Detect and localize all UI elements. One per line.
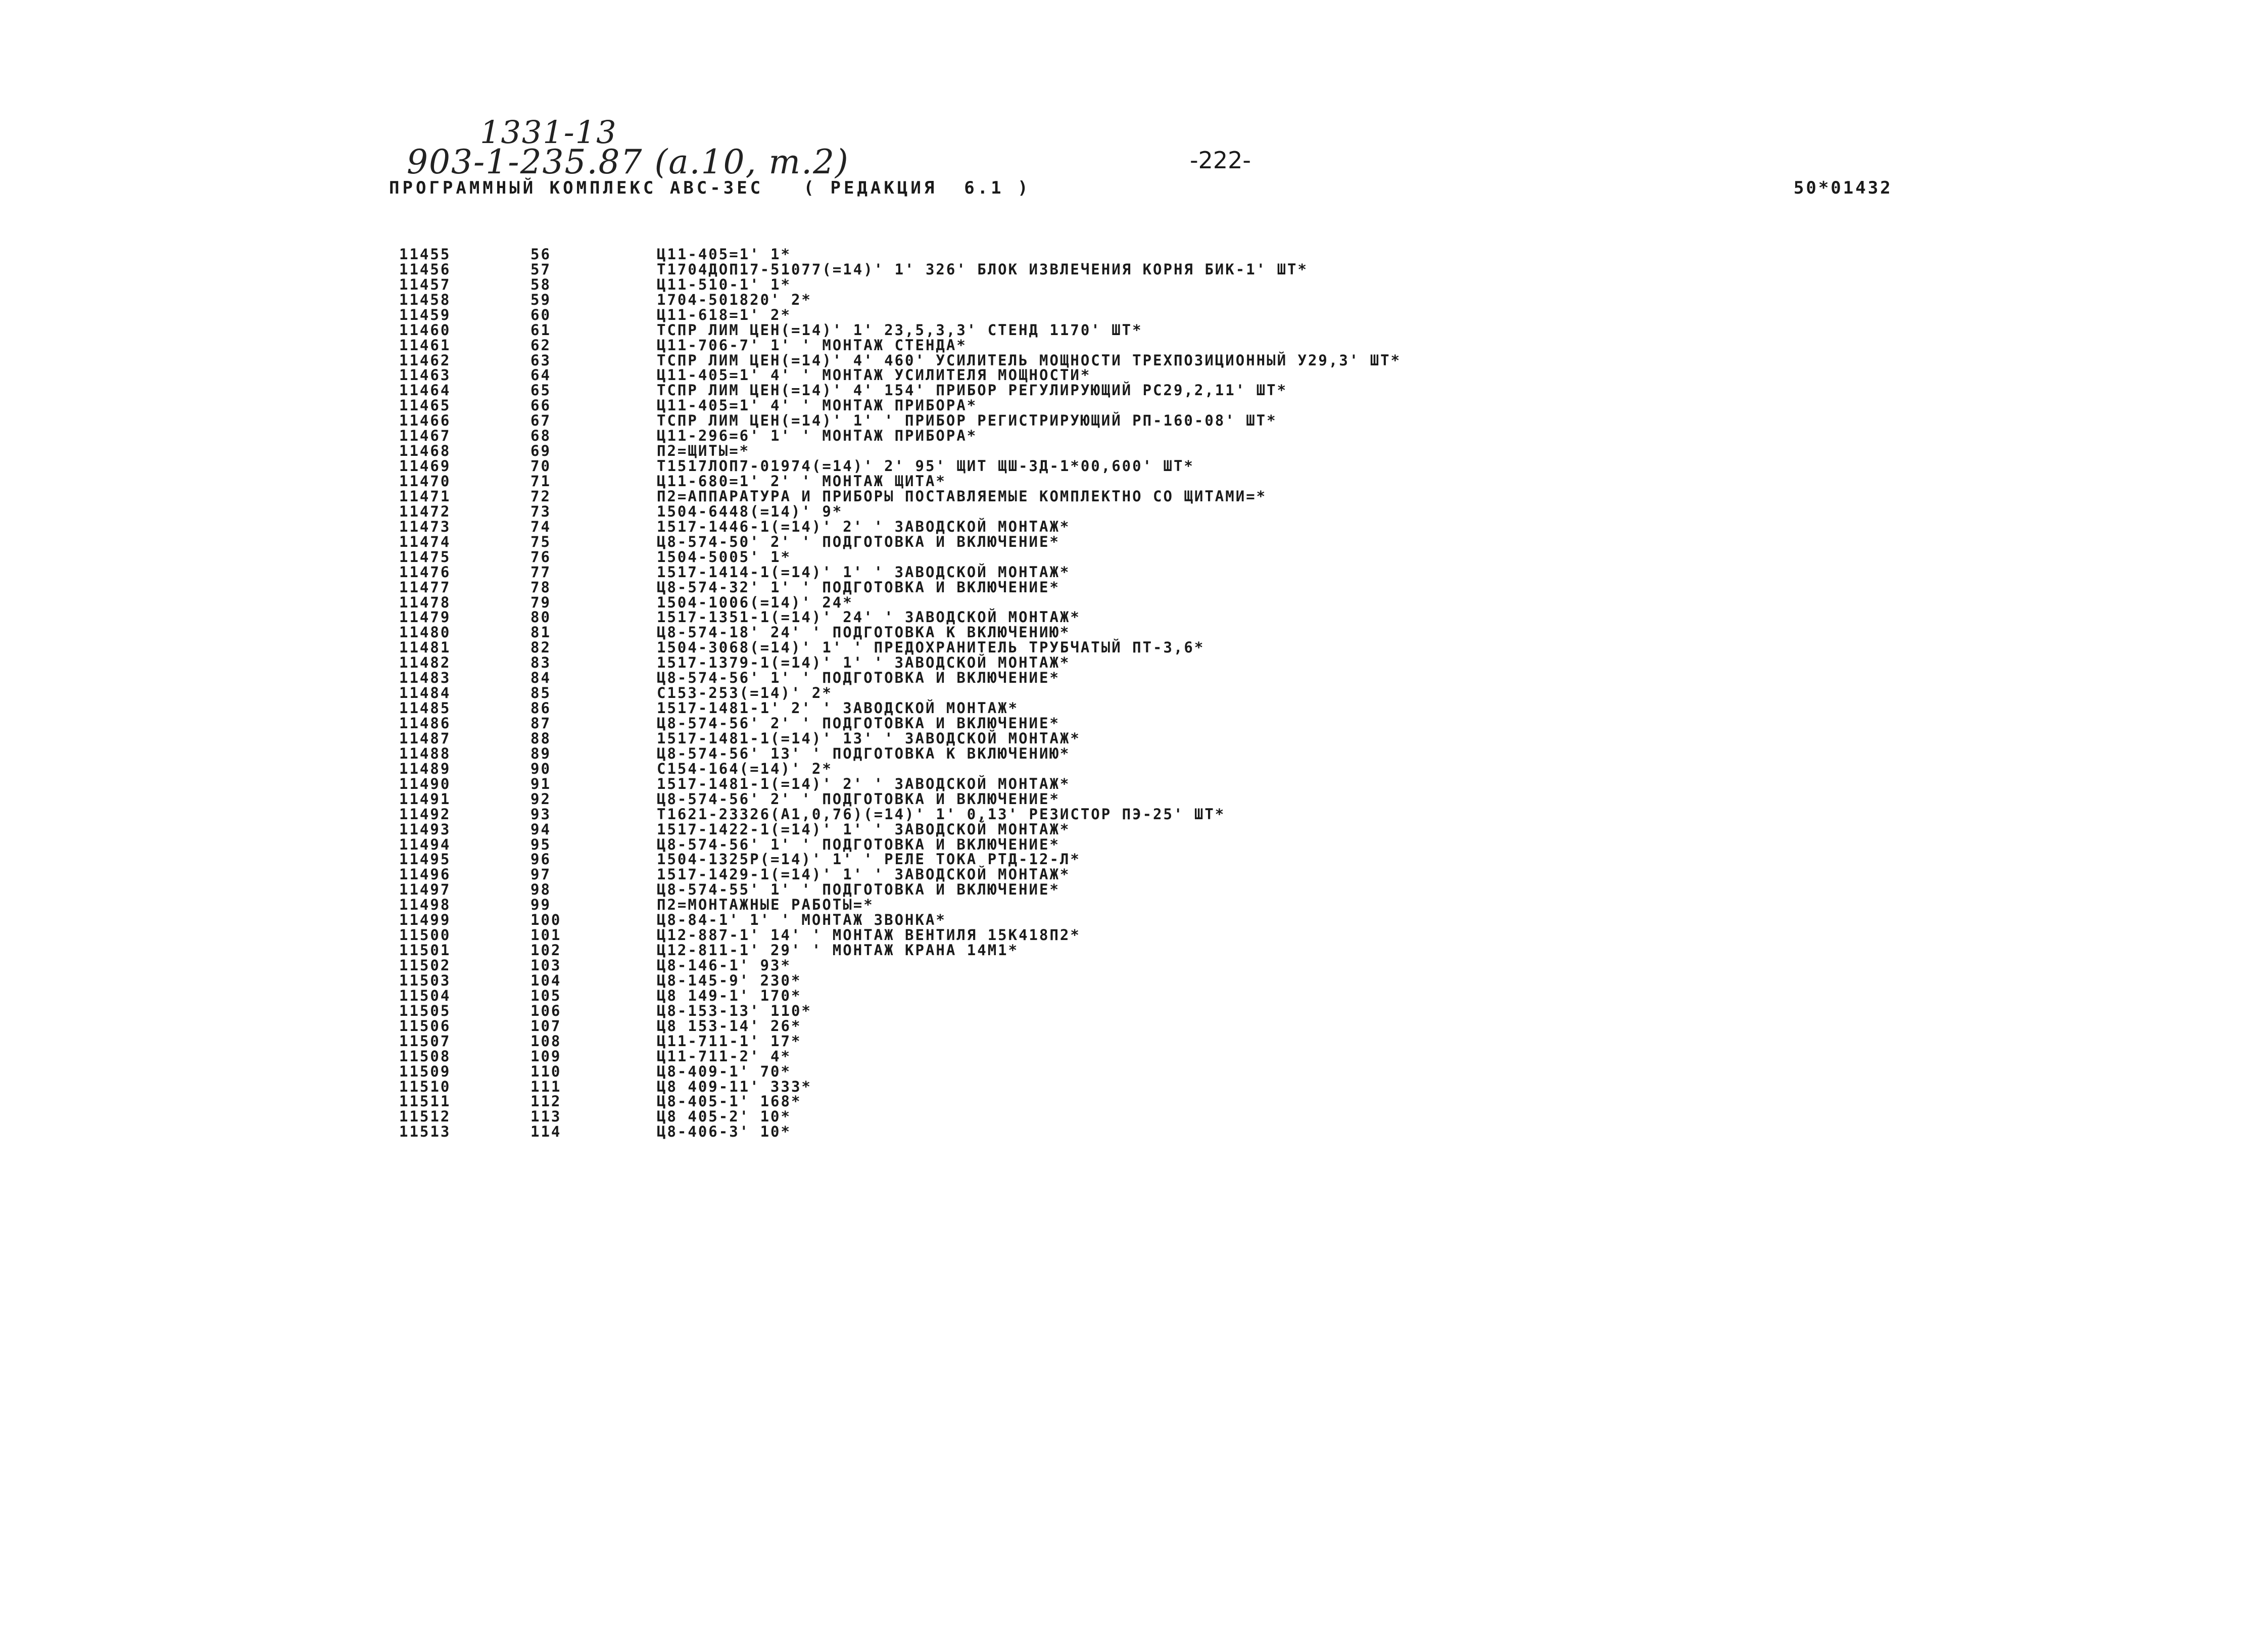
listing-row [399, 625, 1401, 640]
listing-row [399, 837, 1401, 852]
line-number: 57 [530, 260, 551, 278]
record-number: 11496 [399, 866, 451, 883]
row-text: 1517-1429-1(=14)' 1' ' ЗАВОДСКОЙ МОНТАЖ* [657, 866, 1071, 883]
record-number: 11493 [399, 820, 451, 838]
record-number: 11510 [399, 1077, 451, 1095]
row-text: Ц8-574-56' 1' ' ПОДГОТОВКА И ВКЛЮЧЕНИЕ* [657, 669, 1060, 687]
record-number: 11492 [399, 805, 451, 823]
listing-row [399, 580, 1401, 595]
row-text: П2=МОНТАЖНЫЕ РАБОТЫ=* [657, 896, 874, 914]
listing-row [399, 791, 1401, 807]
record-number: 11513 [399, 1123, 451, 1141]
listing-row [399, 322, 1401, 338]
line-number: 67 [530, 412, 551, 430]
listing-row [399, 458, 1401, 474]
row-text: Ц11-405=1' 1* [657, 245, 791, 263]
listing-row [399, 912, 1401, 927]
row-text: ТСПР ЛИМ ЦЕН(=14)' 1' 23,5,3,3' СТЕНД 1170' ШТ* [657, 321, 1143, 339]
record-number: 11475 [399, 548, 451, 566]
line-number: 64 [530, 366, 551, 384]
listing-row [399, 519, 1401, 534]
row-text: ТСПР ЛИМ ЦЕН(=14)' 1' ' ПРИБОР РЕГИСТРИРУЮЩИЙ РП-160-08' ШТ* [657, 412, 1277, 430]
record-number: 11471 [399, 487, 451, 505]
row-text: Ц8 149-1' 170* [657, 987, 802, 1004]
listing-row [399, 943, 1401, 958]
row-text: 1517-1481-1(=14)' 13' ' ЗАВОДСКОЙ МОНТАЖ* [657, 729, 1081, 747]
row-text: 1517-1379-1(=14)' 1' ' ЗАВОДСКОЙ МОНТАЖ* [657, 654, 1071, 672]
row-text: С153-253(=14)' 2* [657, 684, 833, 702]
listing-row [399, 716, 1401, 731]
listing-row [399, 610, 1401, 625]
row-text: Ц11-706-7' 1' ' МОНТАЖ СТЕНДА* [657, 336, 967, 354]
record-number: 11501 [399, 942, 451, 959]
line-number: 71 [530, 473, 551, 490]
row-text: Ц12-887-1' 14' ' МОНТАЖ ВЕНТИЛЯ 15К418П2* [657, 926, 1081, 944]
record-number: 11485 [399, 699, 451, 717]
listing-row [399, 338, 1401, 353]
line-number: 114 [530, 1123, 562, 1141]
listing-row [399, 1079, 1401, 1094]
listing-row [399, 368, 1401, 383]
record-number: 11500 [399, 926, 451, 944]
row-text: Ц8-574-18' 24' ' ПОДГОТОВКА К ВКЛЮЧЕНИЮ* [657, 624, 1071, 641]
row-text: Т1517ЛОП7-01974(=14)' 2' 95' ЩИТ ЩШ-3Д-1*00,600' ШТ* [657, 457, 1194, 475]
listing-row [399, 277, 1401, 292]
record-number: 11481 [399, 639, 451, 656]
record-number: 11477 [399, 578, 451, 596]
line-number: 83 [530, 654, 551, 672]
record-number: 11464 [399, 382, 451, 399]
line-number: 108 [530, 1032, 562, 1050]
record-number: 11465 [399, 397, 451, 414]
handwritten-note-line1: 1331-13 [480, 114, 617, 151]
record-number: 11458 [399, 291, 451, 308]
line-number: 106 [530, 1002, 562, 1019]
record-number: 11476 [399, 563, 451, 581]
record-number: 11469 [399, 457, 451, 475]
line-number: 97 [530, 866, 551, 883]
record-number: 11467 [399, 427, 451, 445]
record-number: 11470 [399, 473, 451, 490]
listing-row [399, 1049, 1401, 1064]
listing-row [399, 1034, 1401, 1049]
listing-row [399, 807, 1401, 822]
record-number: 11504 [399, 987, 451, 1004]
row-text: 1504-1325Р(=14)' 1' ' РЕЛЕ ТОКА РТД-12-Л* [657, 851, 1081, 868]
listing-row [399, 867, 1401, 882]
line-number: 63 [530, 351, 551, 369]
line-number: 85 [530, 684, 551, 702]
row-text: Ц8 409-11' 333* [657, 1077, 812, 1095]
record-number: 11488 [399, 744, 451, 762]
line-number: 103 [530, 957, 562, 974]
record-number: 11489 [399, 760, 451, 777]
line-number: 96 [530, 851, 551, 868]
line-number: 68 [530, 427, 551, 445]
line-number: 62 [530, 336, 551, 354]
listing-row [399, 353, 1401, 368]
listing-row [399, 1094, 1401, 1109]
line-number: 66 [530, 397, 551, 414]
line-number: 91 [530, 775, 551, 792]
record-number: 11480 [399, 624, 451, 641]
listing-row [399, 413, 1401, 428]
row-text: 1504-5005' 1* [657, 548, 791, 566]
line-number: 76 [530, 548, 551, 566]
listing-row [399, 428, 1401, 443]
line-number: 72 [530, 487, 551, 505]
line-number: 112 [530, 1093, 562, 1110]
line-number: 88 [530, 729, 551, 747]
record-number: 11495 [399, 851, 451, 868]
row-text: 1504-1006(=14)' 24* [657, 593, 853, 611]
record-number: 11455 [399, 245, 451, 263]
row-text: 1517-1351-1(=14)' 24' ' ЗАВОДСКОЙ МОНТАЖ* [657, 608, 1081, 626]
listing-row [399, 307, 1401, 322]
listing-row [399, 398, 1401, 413]
record-number: 11472 [399, 502, 451, 520]
row-text: Ц8-405-1' 168* [657, 1093, 802, 1110]
row-text: 1517-1446-1(=14)' 2' ' ЗАВОДСКОЙ МОНТАЖ* [657, 518, 1071, 535]
listing-row [399, 988, 1401, 1003]
listing-row [399, 640, 1401, 655]
line-number: 89 [530, 744, 551, 762]
line-number: 58 [530, 275, 551, 293]
line-number: 109 [530, 1047, 562, 1065]
record-number: 11487 [399, 729, 451, 747]
row-text: Ц8-145-9' 230* [657, 971, 802, 989]
record-number: 11482 [399, 654, 451, 672]
record-number: 11484 [399, 684, 451, 702]
row-text: 1517-1422-1(=14)' 1' ' ЗАВОДСКОЙ МОНТАЖ* [657, 820, 1071, 838]
record-number: 11505 [399, 1002, 451, 1019]
row-text: Ц11-711-2' 4* [657, 1047, 791, 1065]
line-number: 82 [530, 639, 551, 656]
row-text: Ц8-574-56' 1' ' ПОДГОТОВКА И ВКЛЮЧЕНИЕ* [657, 835, 1060, 853]
listing-row [399, 973, 1401, 988]
line-number: 95 [530, 835, 551, 853]
record-number: 11511 [399, 1093, 451, 1110]
line-number: 73 [530, 502, 551, 520]
record-number: 11468 [399, 442, 451, 460]
listing-row [399, 1124, 1401, 1139]
row-text: Ц8 153-14' 26* [657, 1017, 802, 1035]
row-text: Ц8-409-1' 70* [657, 1062, 791, 1080]
listing-row [399, 595, 1401, 610]
row-text: Ц8-574-56' 2' ' ПОДГОТОВКА И ВКЛЮЧЕНИЕ* [657, 715, 1060, 732]
listing-row [399, 443, 1401, 458]
row-text: Т1621-23326(А1,0,76)(=14)' 1' 0,13' РЕЗИСТОР ПЭ-25' ШТ* [657, 805, 1226, 823]
line-number: 79 [530, 593, 551, 611]
line-number: 81 [530, 624, 551, 641]
record-number: 11459 [399, 306, 451, 323]
record-number: 11509 [399, 1062, 451, 1080]
line-number: 70 [530, 457, 551, 475]
row-text: Ц8-84-1' 1' ' МОНТАЖ ЗВОНКА* [657, 911, 946, 929]
record-number: 11486 [399, 715, 451, 732]
handwritten-note-line2: 903-1-235.87 (a.10, т.2) [407, 143, 849, 181]
record-number: 11474 [399, 533, 451, 550]
record-number: 11497 [399, 881, 451, 899]
record-number: 11456 [399, 260, 451, 278]
record-number: 11491 [399, 790, 451, 808]
row-text: Ц8-146-1' 93* [657, 957, 791, 974]
listing-row [399, 776, 1401, 791]
listing-row [399, 958, 1401, 973]
record-number: 11478 [399, 593, 451, 611]
record-number: 11503 [399, 971, 451, 989]
row-text: Ц8-574-56' 2' ' ПОДГОТОВКА И ВКЛЮЧЕНИЕ* [657, 790, 1060, 808]
line-number: 105 [530, 987, 562, 1004]
record-number: 11479 [399, 608, 451, 626]
line-number: 86 [530, 699, 551, 717]
listing-row [399, 1109, 1401, 1124]
line-number: 80 [530, 608, 551, 626]
record-number: 11457 [399, 275, 451, 293]
row-text: Ц11-510-1' 1* [657, 275, 791, 293]
row-text: Ц8-574-56' 13' ' ПОДГОТОВКА К ВКЛЮЧЕНИЮ* [657, 744, 1071, 762]
row-text: Ц8-406-3' 10* [657, 1123, 791, 1141]
listing-row [399, 670, 1401, 685]
line-number: 102 [530, 942, 562, 959]
record-number: 11499 [399, 911, 451, 929]
printout-listing [399, 247, 1401, 1139]
listing-row [399, 489, 1401, 504]
listing-row [399, 1018, 1401, 1034]
record-number: 11466 [399, 412, 451, 430]
line-number: 110 [530, 1062, 562, 1080]
program-header: ПРОГРАММНЫЙ КОМПЛЕКС АВС-3ЕС ( РЕДАКЦИЯ 6.1 ) [389, 178, 1031, 198]
row-text: Ц11-296=6' 1' ' МОНТАЖ ПРИБОРА* [657, 427, 978, 445]
row-text: Ц11-680=1' 2' ' МОНТАЖ ЩИТА* [657, 473, 946, 490]
listing-row [399, 897, 1401, 912]
row-text: 1704-501820' 2* [657, 291, 812, 308]
line-number: 77 [530, 563, 551, 581]
listing-row [399, 731, 1401, 746]
record-number: 11463 [399, 366, 451, 384]
row-text: 1504-6448(=14)' 9* [657, 502, 843, 520]
row-text: Ц8-574-55' 1' ' ПОДГОТОВКА И ВКЛЮЧЕНИЕ* [657, 881, 1060, 899]
row-text: П2=АППАРАТУРА И ПРИБОРЫ ПОСТАВЛЯЕМЫЕ КОМПЛЕКТНО СО ЩИТАМИ=* [657, 487, 1267, 505]
line-number: 87 [530, 715, 551, 732]
line-number: 93 [530, 805, 551, 823]
listing-row [399, 292, 1401, 307]
listing-row [399, 746, 1401, 761]
row-text: Ц8-153-13' 110* [657, 1002, 812, 1019]
row-text: Ц11-711-1' 17* [657, 1032, 802, 1050]
row-text: Ц11-618=1' 2* [657, 306, 791, 323]
row-text: Т1704ДОП17-51077(=14)' 1' 326' БЛОК ИЗВЛЕЧЕНИЯ КОРНЯ БИК-1' ШТ* [657, 260, 1308, 278]
record-number: 11461 [399, 336, 451, 354]
row-text: Ц11-405=1' 4' ' МОНТАЖ ПРИБОРА* [657, 397, 978, 414]
line-number: 94 [530, 820, 551, 838]
listing-row [399, 927, 1401, 943]
line-number: 113 [530, 1108, 562, 1125]
record-number: 11512 [399, 1108, 451, 1125]
listing-row [399, 1064, 1401, 1079]
record-number: 11498 [399, 896, 451, 914]
line-number: 101 [530, 926, 562, 944]
row-text: 1504-3068(=14)' 1' ' ПРЕДОХРАНИТЕЛЬ ТРУБЧАТЫЙ ПТ-3,6* [657, 639, 1205, 656]
line-number: 111 [530, 1077, 562, 1095]
record-number: 11507 [399, 1032, 451, 1050]
listing-row [399, 685, 1401, 700]
line-number: 107 [530, 1017, 562, 1035]
listing-row [399, 474, 1401, 489]
record-number: 11506 [399, 1017, 451, 1035]
row-text: 1517-1481-1(=14)' 2' ' ЗАВОДСКОЙ МОНТАЖ* [657, 775, 1071, 792]
listing-row [399, 655, 1401, 670]
listing-row [399, 247, 1401, 262]
record-number: 11483 [399, 669, 451, 687]
row-text: Ц11-405=1' 4' ' МОНТАЖ УСИЛИТЕЛЯ МОЩНОСТИ* [657, 366, 1091, 384]
row-text: ТСПР ЛИМ ЦЕН(=14)' 4' 154' ПРИБОР РЕГУЛИРУЮЩИЙ РС29,2,11' ШТ* [657, 382, 1288, 399]
row-text: Ц8-574-50' 2' ' ПОДГОТОВКА И ВКЛЮЧЕНИЕ* [657, 533, 1060, 550]
listing-row [399, 565, 1401, 580]
record-number: 11490 [399, 775, 451, 792]
row-text: Ц12-811-1' 29' ' МОНТАЖ КРАНА 14М1* [657, 942, 1019, 959]
listing-row [399, 761, 1401, 776]
record-number: 11462 [399, 351, 451, 369]
line-number: 61 [530, 321, 551, 339]
row-text: П2=ЩИТЫ=* [657, 442, 750, 460]
listing-row [399, 822, 1401, 837]
line-number: 98 [530, 881, 551, 899]
listing-row [399, 262, 1401, 277]
listing-row [399, 700, 1401, 716]
listing-row [399, 882, 1401, 897]
listing-row [399, 549, 1401, 565]
row-text: 1517-1481-1' 2' ' ЗАВОДСКОЙ МОНТАЖ* [657, 699, 1019, 717]
record-number: 11473 [399, 518, 451, 535]
line-number: 56 [530, 245, 551, 263]
line-number: 92 [530, 790, 551, 808]
listing-row [399, 534, 1401, 549]
line-number: 65 [530, 382, 551, 399]
listing-row [399, 383, 1401, 398]
row-text: 1517-1414-1(=14)' 1' ' ЗАВОДСКОЙ МОНТАЖ* [657, 563, 1071, 581]
row-text: С154-164(=14)' 2* [657, 760, 833, 777]
line-number: 78 [530, 578, 551, 596]
row-text: Ц8 405-2' 10* [657, 1108, 791, 1125]
line-number: 100 [530, 911, 562, 929]
line-number: 75 [530, 533, 551, 550]
listing-row [399, 504, 1401, 519]
listing-row [399, 1003, 1401, 1018]
listing-row [399, 852, 1401, 867]
record-number: 11508 [399, 1047, 451, 1065]
record-number: 11494 [399, 835, 451, 853]
line-number: 99 [530, 896, 551, 914]
page-number: -222- [1190, 147, 1251, 174]
row-text: ТСПР ЛИМ ЦЕН(=14)' 4' 460' УСИЛИТЕЛЬ МОЩНОСТИ ТРЕХПОЗИЦИОННЫЙ У29,3' ШТ* [657, 351, 1402, 369]
line-number: 74 [530, 518, 551, 535]
document-code: 50*01432 [1794, 178, 1893, 198]
line-number: 59 [530, 291, 551, 308]
line-number: 90 [530, 760, 551, 777]
line-number: 69 [530, 442, 551, 460]
line-number: 60 [530, 306, 551, 323]
line-number: 84 [530, 669, 551, 687]
line-number: 104 [530, 971, 562, 989]
record-number: 11502 [399, 957, 451, 974]
row-text: Ц8-574-32' 1' ' ПОДГОТОВКА И ВКЛЮЧЕНИЕ* [657, 578, 1060, 596]
record-number: 11460 [399, 321, 451, 339]
